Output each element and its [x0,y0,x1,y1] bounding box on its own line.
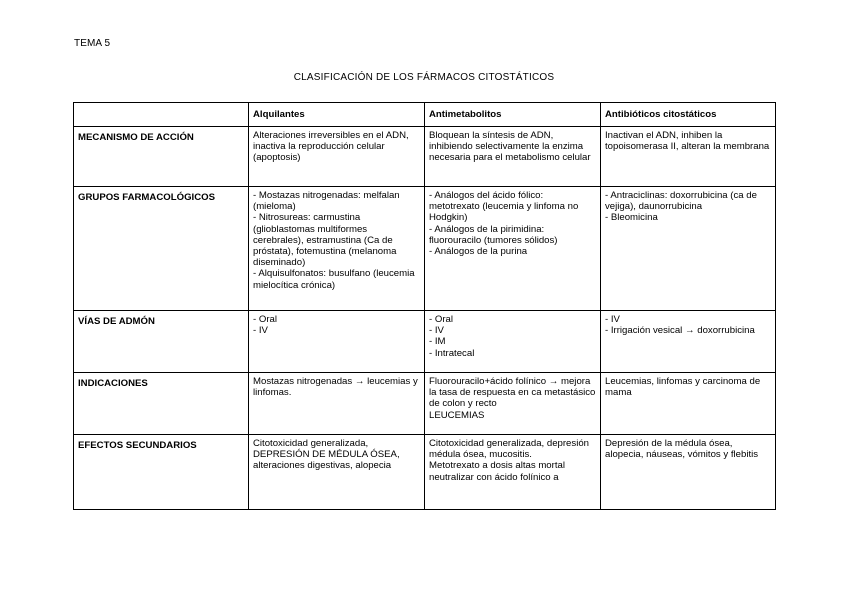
cell-vias-antimetabolitos [425,311,601,373]
cell-text: - Mostazas nitrogenadas: melfalan (mieloma) [253,190,400,213]
cell-vias-alquilantes [249,311,425,373]
cell-text: Leucemias, linfomas y carcinoma de mama [605,376,761,399]
row-label-mecanismo: MECANISMO DE ACCIÓN [74,127,249,187]
cell-grupos-alquilantes [249,187,425,311]
cell-text: - Análogos de la pirimidina: fluorouracilo (tumores sólidos) [429,223,558,246]
cell-text: Alteraciones irreversibles en el ADN, inactiva la reproducción celular (apoptosis) [253,130,409,164]
table-row-grupos [74,187,776,311]
cell-text: - Intratecal [429,347,475,359]
cell-text: Citotoxicidad generalizada, DEPRESIÓN DE MÉDULA ÓSEA, alteraciones digestivas, alopecia [253,438,400,472]
table-row-efectos [74,435,776,510]
cell-text: - Análogos del ácido fólico: metotrexato (leucemia y linfoma no Hodgkin) [429,190,579,224]
classification-table [73,102,776,510]
cell-mecanismo-alquilantes [249,127,425,187]
cell-text: - Bleomicina [605,212,658,224]
document-title: CLASIFICACIÓN DE LOS FÁRMACOS CITOSTÁTICOS [293,72,555,83]
header-corner-cell [74,103,249,127]
cell-text: - Oral [429,314,453,325]
cell-text: - IM [429,336,446,348]
cell-text: Citotoxicidad generalizada, depresión médula ósea, mucositis. [429,438,589,461]
cell-text: - Análogos de la purina [429,246,528,258]
cell-mecanismo-antibioticos [601,127,776,187]
cell-grupos-antimetabolitos [425,187,601,311]
cell-text: - IV [605,314,620,325]
cell-text: LEUCEMIAS [429,409,485,421]
cell-text: Inactivan el ADN, inhiben la topoisomerasa II, alteran la membrana [605,130,770,153]
cell-text: - Oral [253,314,277,325]
cell-mecanismo-antimetabolitos [425,127,601,187]
cell-text: - Antraciclinas: doxorrubicina (ca de vejiga), daunorrubicina [605,190,757,213]
table-row-vias [74,311,776,373]
header-antibioticos: Antibióticos citostáticos [601,103,776,127]
cell-indicaciones-alquilantes [249,373,425,435]
table-row-indicaciones [74,373,776,435]
table-header-row [74,103,776,127]
row-label-grupos: GRUPOS FARMACOLÓGICOS [74,187,249,311]
table-row-mecanismo [74,127,776,187]
cell-indicaciones-antimetabolitos [425,373,601,435]
cell-text: - Irrigación vesical → doxorrubicina [605,325,755,337]
cell-text: Bloquean la síntesis de ADN, inhibiendo selectivamente la enzima necesaria para el metabolismo celular [429,130,591,164]
cell-text: Mostazas nitrogenadas → leucemias y linfomas. [253,376,418,399]
cell-text: - Nitrosureas: carmustina (glioblastomas multiformes cerebrales), estramustina (Ca de próstata), fotemustina (melanoma diseminado) [253,212,397,269]
row-label-vias: VÍAS DE ADMÓN [74,311,249,373]
cell-efectos-antibioticos [601,435,776,510]
header-alquilantes: Alquilantes [249,103,425,127]
cell-text: Depresión de la médula ósea, alopecia, náuseas, vómitos y flebitis [605,438,759,461]
cell-text: - Alquisulfonatos: busulfano (leucemia mielocítica crónica) [253,268,415,291]
header-antimetabolitos: Antimetabolitos [425,103,601,127]
cell-text: Metotrexato a dosis altas mortal neutralizar con ácido folínico a [429,460,565,483]
row-label-indicaciones: INDICACIONES [74,373,249,435]
cell-vias-antibioticos [601,311,776,373]
cell-efectos-alquilantes [249,435,425,510]
cell-grupos-antibioticos [601,187,776,311]
cell-text: Fluorouracilo+ácido folínico → mejora la tasa de respuesta en ca metastásico de colon y recto [429,376,596,410]
cell-indicaciones-antibioticos [601,373,776,435]
cell-text: - IV [429,325,444,337]
cell-efectos-antimetabolitos [425,435,601,510]
row-label-efectos: EFECTOS SECUNDARIOS [74,435,249,510]
section-label: TEMA 5 [74,38,111,49]
cell-text: - IV [253,325,268,337]
